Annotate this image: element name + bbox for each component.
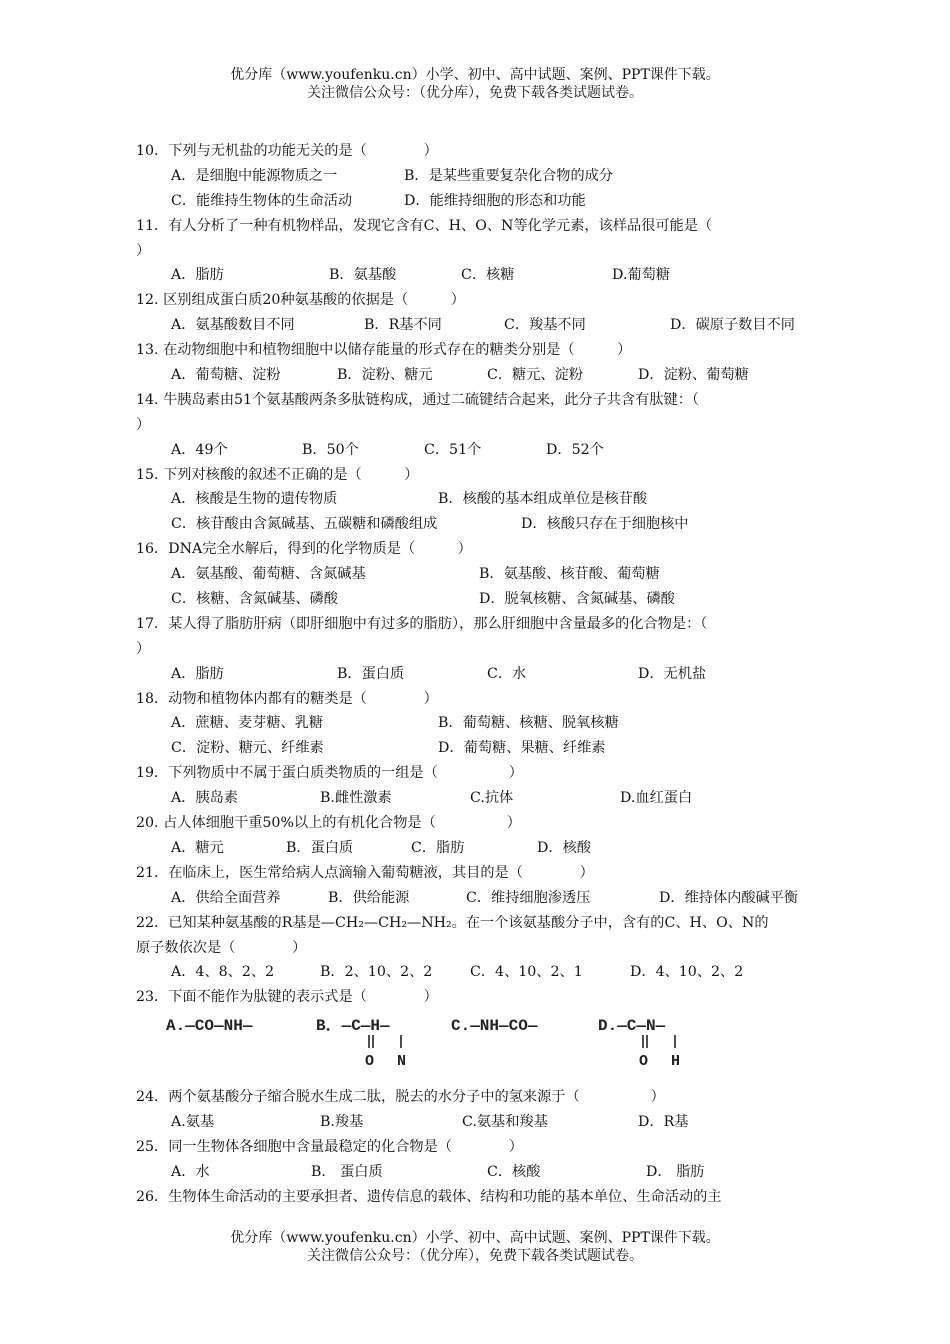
formula-b-o: O (365, 1053, 375, 1071)
formula-b-n: N (397, 1053, 407, 1071)
option-a: A．胰岛素 (171, 790, 238, 807)
question-21-stem: 21．在临床上，医生常给病人点滴输入葡萄糖液，其目的是（ ） (136, 864, 594, 881)
option-a: A．是细胞中能源物质之一 (171, 167, 338, 184)
footer-line-2: 关注微信公众号：（优分库），免费下载各类试题试卷。 (307, 1248, 643, 1264)
option-d: D．R基 (638, 1114, 689, 1131)
formula-option-b (316, 1010, 426, 1080)
page-footer (0, 1229, 950, 1265)
option-d: D．4、10、2、2 (630, 964, 744, 981)
option-b: B．2、10、2、2 (320, 964, 433, 981)
question-15-options-row1 (136, 487, 840, 512)
option-c: C.抗体 (470, 790, 514, 807)
question-25-stem: 25．同一生物体各细胞中含量最稳定的化合物是（ ） (136, 1138, 523, 1155)
option-d: D．52个 (546, 441, 604, 458)
option-d: D．碳原子数目不同 (670, 317, 795, 334)
option-c: C．核苷酸由含氮碱基、五碳糖和磷酸组成 (171, 516, 438, 533)
question-17-stem: 17．某人得了脂肪肝病（即肝细胞中有过多的脂肪），那么肝细胞中含量最多的化合物是：（ (136, 615, 708, 632)
question-18-stem: 18．动物和植物体内都有的糖类是（ ） (136, 690, 438, 707)
header-line-1: 优分库（www.youfenku.cn）小学、初中、高中试题、案例、PPT课件下载。 (230, 67, 720, 83)
question-11-stem: 11．有人分析了一种有机物样品，发现它含有C、H、O、N等化学元素，该样品很可能是（ (136, 217, 713, 234)
question-17-options (136, 662, 840, 687)
question-12-stem: 12. 区别组成蛋白质20种氨基酸的依据是（ ） (136, 292, 465, 309)
option-c: C．核酸 (487, 1163, 541, 1180)
question-22-options (136, 960, 840, 985)
question-22-stem-cont: 原子数依次是（ ） (136, 939, 307, 956)
question-11-stem-cont: ） (136, 242, 151, 259)
option-a: A．氨基酸、葡萄糖、含氮碱基 (171, 566, 366, 583)
question-15-options-row2 (136, 512, 840, 537)
option-a: A．脂肪 (171, 267, 224, 284)
question-list (136, 139, 840, 1210)
question-22-stem: 22．已知某种氨基酸的R基是—CH₂—CH₂—NH₂。在一个该氨基酸分子中，含有的C、H、O、N的 (136, 914, 769, 931)
option-a: A．脂肪 (171, 665, 224, 682)
option-d: D．核酸 (537, 839, 591, 856)
question-10-stem: 10．下列与无机盐的功能无关的是（ ） (136, 143, 438, 159)
option-c: C．核糖、含氮碱基、磷酸 (171, 591, 338, 608)
option-a: A．蔗糖、麦芽糖、乳糖 (171, 715, 324, 732)
question-24-stem: 24．两个氨基酸分子缩合脱水生成二肽，脱去的水分子中的氢来源于（ ） (136, 1089, 665, 1106)
formula-option-d (598, 1010, 708, 1080)
option-c: C．糖元、淀粉 (487, 367, 583, 384)
question-13-stem: 13. 在动物细胞中和植物细胞中以储存能量的形式存在的糖类分别是（ ） (136, 342, 632, 359)
formula-a-text: A.—CO—NH— (166, 1017, 253, 1036)
question-18-options-row1 (136, 711, 840, 736)
question-20-stem: 20. 占人体细胞干重50%以上的有机化合物是（ ） (136, 815, 521, 832)
question-21-options (136, 886, 840, 911)
question-10-options-row2 (136, 189, 840, 214)
question-18-options-row2 (136, 736, 840, 761)
option-c: C．水 (487, 665, 527, 682)
option-d: D．能维持细胞的形态和功能 (404, 192, 586, 209)
option-b: B.羧基 (320, 1114, 364, 1131)
header-line-2: 关注微信公众号：（优分库），免费下载各类试题试卷。 (307, 85, 643, 101)
option-a: A．供给全面营养 (171, 889, 281, 906)
option-b: B．R基不同 (364, 317, 442, 334)
option-d: D． 脂肪 (646, 1163, 705, 1180)
formula-d-o: O (639, 1053, 649, 1071)
option-a: A．氨基酸数目不同 (171, 317, 295, 334)
option-a: A．4、8、2、2 (171, 964, 275, 981)
formula-d-top: D.—C—N— (598, 1017, 666, 1036)
question-16-options-row1 (136, 562, 840, 587)
question-16-stem: 16．DNA完全水解后，得到的化学物质是（ ） (136, 541, 472, 558)
question-26-stem: 26．生物体生命活动的主要承担者、遗传信息的载体、结构和功能的基本单位、生命活动的主 (136, 1188, 722, 1205)
question-15-stem: 15. 下列对核酸的叙述不正确的是（ ） (136, 466, 419, 483)
option-d: D．葡萄糖、果糖、纤维素 (438, 740, 606, 757)
option-d: D．脱氧核糖、含氮碱基、磷酸 (479, 591, 675, 608)
option-b: B．氨基酸 (329, 267, 397, 284)
option-b: B．50个 (302, 441, 359, 458)
option-d: D.葡萄糖 (612, 267, 670, 284)
option-b: B．蛋白质 (286, 839, 354, 856)
option-b: B．蛋白质 (337, 665, 405, 682)
formula-c-text: C.—NH—CO— (451, 1017, 538, 1036)
option-b: B．葡萄糖、核糖、脱氧核糖 (438, 715, 619, 732)
formula-option-c (451, 1010, 581, 1070)
option-b: B．氨基酸、核苷酸、葡萄糖 (479, 566, 660, 583)
option-a: A．49个 (171, 441, 228, 458)
formula-b-top: B．—C—H— (316, 1017, 390, 1036)
option-c: C．能维持生物体的生命活动 (171, 192, 353, 209)
question-10-options-row1 (136, 164, 840, 189)
question-19-options (136, 786, 840, 811)
question-20-options (136, 836, 840, 861)
question-16-options-row2 (136, 587, 840, 612)
question-25-options (136, 1160, 840, 1185)
option-c: C．4、10、2、1 (470, 964, 583, 981)
formula-option-a (166, 1010, 296, 1070)
footer-line-1: 优分库（www.youfenku.cn）小学、初中、高中试题、案例、PPT课件下载。 (230, 1230, 720, 1246)
option-c: C．51个 (424, 441, 482, 458)
option-a: A．水 (171, 1163, 210, 1180)
option-d: D．淀粉、葡萄糖 (638, 367, 749, 384)
question-14-stem-cont: ） (136, 416, 151, 433)
question-11-options (136, 263, 840, 288)
option-c: C．脂肪 (411, 839, 465, 856)
question-12-options (136, 313, 840, 338)
option-d: D.血红蛋白 (620, 790, 693, 807)
question-13-options (136, 363, 840, 388)
question-17-stem-cont: ） (136, 640, 151, 657)
option-b: B．淀粉、糖元 (337, 367, 433, 384)
question-23-formula-options (136, 1010, 840, 1085)
question-14-options (136, 438, 840, 463)
option-d: D．无机盐 (638, 665, 707, 682)
option-c: C．维持细胞渗透压 (466, 889, 591, 906)
option-a: A．糖元 (171, 839, 224, 856)
option-a: A．核酸是生物的遗传物质 (171, 491, 338, 508)
option-b: B．供给能源 (328, 889, 410, 906)
option-a: A.氨基 (171, 1114, 215, 1131)
option-c: C.氨基和羧基 (462, 1114, 548, 1131)
option-c: C．羧基不同 (504, 317, 586, 334)
question-19-stem: 19．下列物质中不属于蛋白质类物质的一组是（ ） (136, 765, 523, 782)
question-24-options (136, 1110, 840, 1135)
option-b: B．是某些重要复杂化合物的成分 (404, 167, 614, 184)
option-b: B.雌性激素 (320, 790, 392, 807)
option-a: A．葡萄糖、淀粉 (171, 367, 281, 384)
option-d: D．维持体内酸碱平衡 (659, 889, 799, 906)
question-23-stem: 23．下面不能作为肽键的表示式是（ ） (136, 989, 438, 1006)
option-c: C．淀粉、糖元、纤维素 (171, 740, 324, 757)
option-d: D．核酸只存在于细胞核中 (521, 516, 689, 533)
option-c: C．核糖 (461, 267, 515, 284)
option-b: B．核酸的基本组成单位是核苷酸 (438, 491, 648, 508)
question-14-stem: 14. 牛胰岛素由51个氨基酸两条多肽链构成，通过二硫键结合起来，此分子共含有肽键：（ (136, 391, 699, 408)
formula-d-h: H (671, 1053, 681, 1071)
option-b: B． 蛋白质 (311, 1163, 383, 1180)
page-header (0, 66, 950, 102)
